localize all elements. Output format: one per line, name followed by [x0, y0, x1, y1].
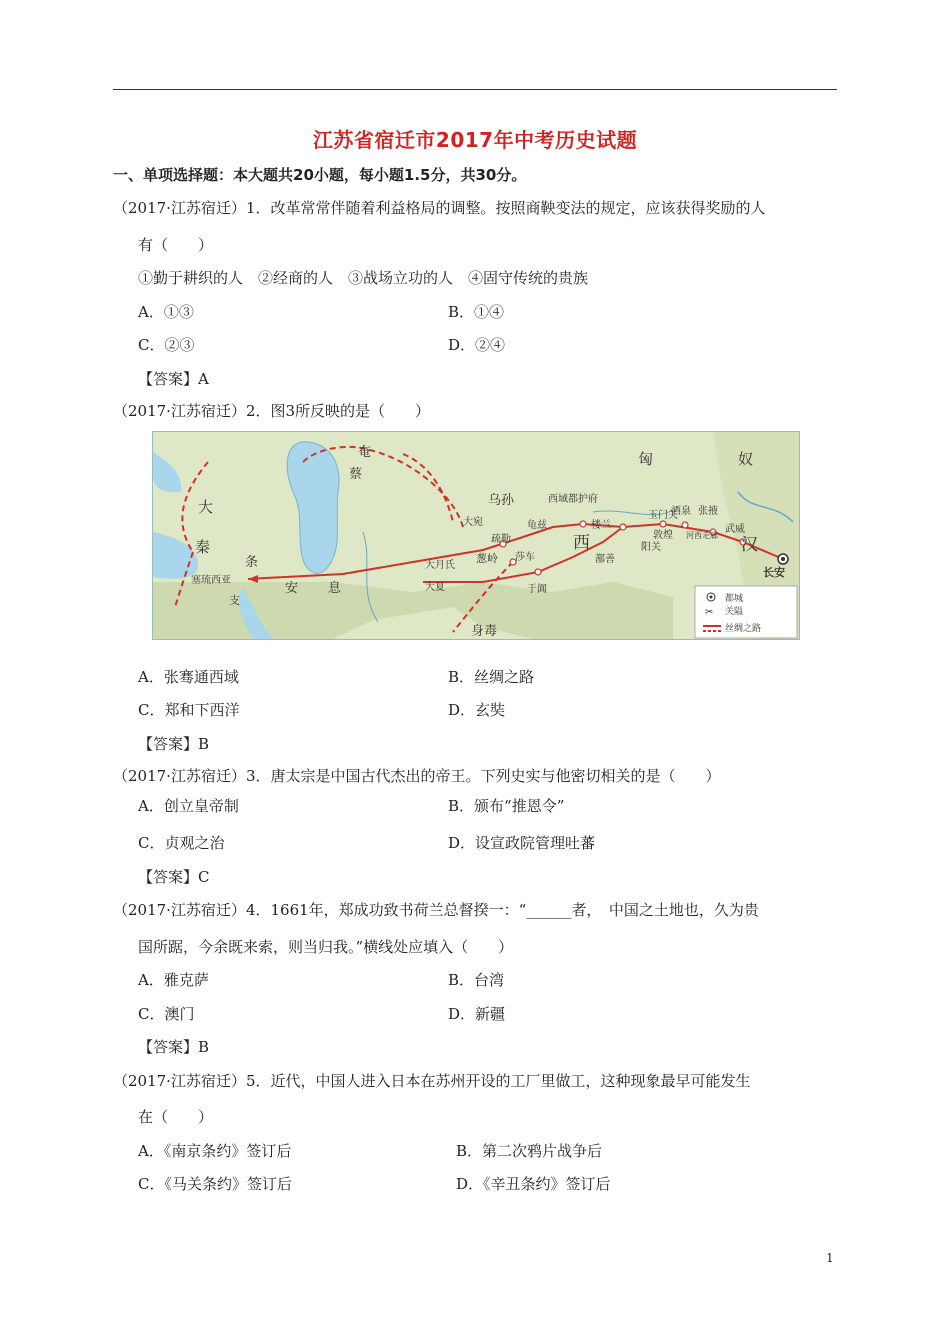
q3-option-d: D．设宣政院管理吐蕃 [448, 834, 596, 852]
q5-option-b: B．第二次鸦片战争后 [456, 1142, 603, 1160]
label-xi: 西 [573, 533, 590, 552]
q2-option-a: A．张骞通西域 [138, 668, 239, 686]
q1-stem-line1: （2017·江苏宿迁）1．改革常常伴随着利益格局的调整。按照商鞅变法的规定，应该获得奖励的人 [113, 199, 766, 217]
q4-option-a: A．雅克萨 [138, 971, 209, 989]
q2-option-b: B．丝绸之路 [448, 668, 535, 686]
label-han: 汉 [741, 535, 758, 554]
label-shanshan: 鄯善 [595, 554, 615, 565]
q1-option-c: C．②③ [138, 336, 195, 354]
label-daqin-2: 秦 [195, 539, 211, 556]
label-yutian: 于阗 [527, 584, 547, 595]
q3-option-a: A．创立皇帝制 [138, 797, 239, 815]
silk-road-map [152, 431, 800, 640]
label-anxi-1: 安 [285, 580, 299, 595]
label-shendu: 身毒 [471, 623, 498, 638]
label-dunhuang: 敦煌 [653, 530, 673, 541]
label-suole: 疏勒 [491, 534, 511, 545]
map-legend [695, 586, 797, 638]
q5-option-c: C．《马关条约》签订后 [138, 1175, 292, 1193]
label-daxia: 大夏 [425, 582, 445, 593]
q3-answer: 【答案】C [138, 868, 210, 886]
q4-option-c: C．澳门 [138, 1005, 195, 1023]
label-yan: 奄 [358, 444, 372, 459]
q3-option-c: C．贞观之治 [138, 834, 225, 852]
q5-option-a: A．《南京条约》签订后 [138, 1142, 292, 1160]
label-cai: 蔡 [349, 466, 363, 481]
section-heading: 一、单项选择题：本大题共20小题，每小题1.5分，共30分。 [113, 166, 527, 184]
label-dayuezhi: 大月氏 [425, 560, 455, 571]
label-daqin-1: 大 [198, 499, 214, 516]
legend-capital-label: 都城 [725, 593, 744, 603]
q3-stem: （2017·江苏宿迁）3．唐太宗是中国古代杰出的帝王。下列史实与他密切相关的是（ ） [113, 767, 721, 785]
label-wusun: 乌孙 [488, 492, 515, 507]
label-dayuan: 大宛 [463, 517, 483, 528]
label-shache: 莎车 [515, 552, 535, 563]
header-rule [113, 89, 837, 90]
legend-pass-label: 关隘 [725, 606, 744, 616]
q2-option-c: C．郑和下西洋 [138, 701, 240, 719]
label-guici: 龟兹 [527, 520, 547, 531]
legend-route-label: 丝绸之路 [725, 623, 762, 633]
station-guici [580, 521, 586, 527]
station-loulan [620, 524, 626, 530]
q1-answer: 【答案】A [138, 370, 209, 388]
q5-option-d: D．《辛丑条约》签订后 [456, 1175, 611, 1193]
legend-pass-symbol: ✂ [705, 607, 714, 618]
q2-answer: 【答案】B [138, 735, 210, 753]
q4-option-b: B．台湾 [448, 971, 505, 989]
q1-items: ①勤于耕织的人 ②经商的人 ③战场立功的人 ④固守传统的贵族 [138, 269, 589, 287]
capital-changan-dot [781, 557, 785, 561]
page-number: 1 [826, 1251, 834, 1265]
q1-option-b: B．①④ [448, 303, 505, 321]
q1-stem-line2: 有（ ） [138, 236, 214, 254]
q4-stem-line2: 国所踞，今余既来索，则当归我。”横线处应填入（ ） [138, 938, 514, 956]
station-dunhuang [660, 521, 666, 527]
page-title: 江苏省宿迁市2017年中考历史试题 [312, 128, 638, 152]
label-xiongnu-1: 匈 [638, 451, 654, 468]
label-xiongnu-2: 奴 [738, 451, 754, 468]
q4-stem-line1: （2017·江苏宿迁）4．1661年，郑成功致书荷兰总督揆一：“______者， 中国之土地也，久为贵 [113, 901, 759, 919]
legend-capital-dot [710, 596, 713, 599]
label-changan: 长安 [763, 567, 785, 579]
station-jiuquan [682, 522, 688, 528]
q3-option-b: B．颁布“推恩令” [448, 797, 565, 815]
label-yumen-pass: 玉门关 [648, 510, 678, 521]
silk-road-map-svg [153, 432, 799, 639]
q1-option-d: D．②④ [448, 336, 506, 354]
q1-option-a: A．①③ [138, 303, 194, 321]
label-zhangye: 张掖 [698, 506, 718, 517]
label-jiuquan: 酒泉 [671, 506, 691, 517]
station-yutian [535, 569, 541, 575]
label-seleucia: 塞琉西亚 [191, 575, 231, 586]
label-loulan: 楼兰 [591, 520, 611, 531]
label-wuwei: 武威 [725, 524, 745, 535]
q5-stem-line2: 在（ ） [138, 1108, 214, 1126]
label-zhi: 支 [229, 595, 240, 607]
q2-stem: （2017·江苏宿迁）2．图3所反映的是（ ） [113, 402, 431, 420]
label-anxi-2: 息 [328, 580, 342, 595]
q5-stem-line1: （2017·江苏宿迁）5．近代，中国人进入日本在苏州开设的工厂里做工，这种现象最早可能发生 [113, 1072, 751, 1090]
q4-option-d: D．新疆 [448, 1005, 506, 1023]
q2-option-d: D．玄奘 [448, 701, 506, 719]
label-tiaozhi: 条 [245, 554, 259, 569]
label-xiyu-protectorate: 西域都护府 [548, 494, 598, 505]
label-congling: 葱岭 [476, 553, 498, 565]
label-hexi-corridor: 河西走廊 [686, 531, 718, 540]
label-yangguan: 阳关 [641, 542, 661, 553]
q4-answer: 【答案】B [138, 1038, 210, 1056]
